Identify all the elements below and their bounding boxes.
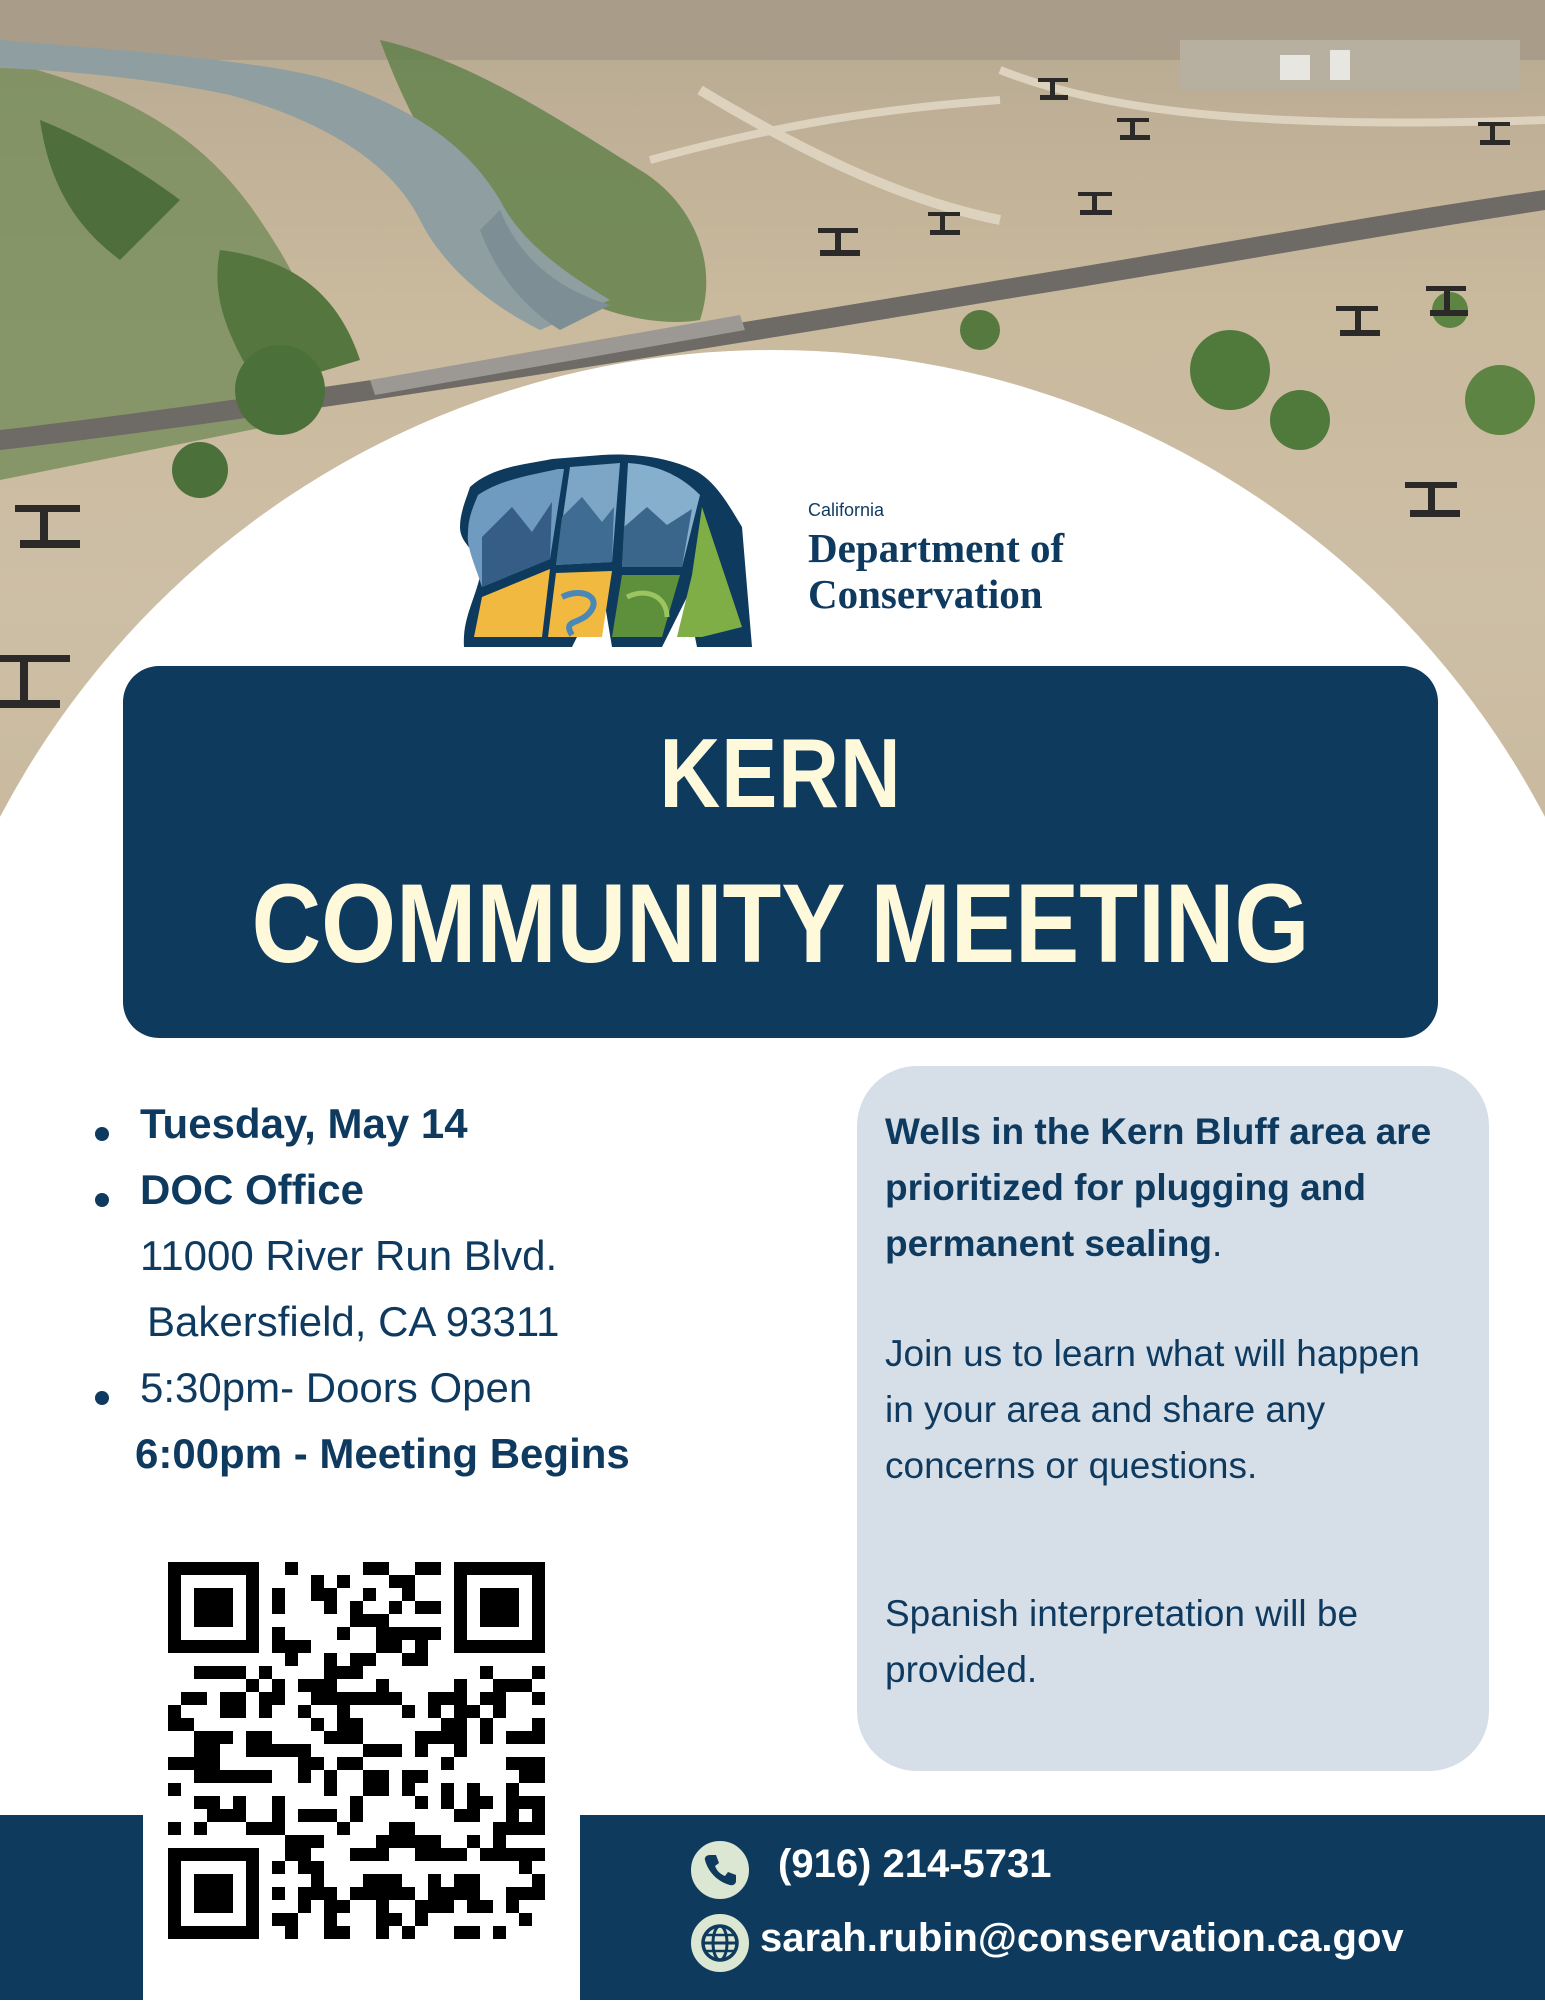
meeting-begins-time: 6:00pm - Meeting Begins [135, 1430, 630, 1477]
doors-open-time: 5:30pm- Doors Open [140, 1364, 533, 1411]
address-line2: Bakersfield, CA 93311 [147, 1298, 560, 1345]
state-label: California [808, 500, 885, 520]
phone-icon [688, 1838, 752, 1902]
address-line1: 11000 River Run Blvd. [140, 1232, 558, 1279]
qr-code[interactable] [143, 1534, 580, 2000]
title-line1: KERN [659, 718, 902, 828]
info-body-join: Join us to learn what will happen in your area and share any concerns or questions. [885, 1333, 1420, 1486]
event-venue: DOC Office [140, 1166, 365, 1213]
agency-name-line1: Department of [808, 525, 1065, 571]
event-date: Tuesday, May 14 [140, 1100, 468, 1147]
info-lead-text: Wells in the Kern Bluff area are prioritized for plugging and permanent sealing [885, 1111, 1432, 1264]
info-body-spanish: Spanish interpretation will be provided. [885, 1593, 1359, 1690]
title-line2: COMMUNITY MEETING [251, 861, 1310, 986]
agency-wordmark [808, 500, 1064, 617]
info-box [857, 1066, 1489, 1771]
title-banner [123, 666, 1438, 1038]
globe-icon [688, 1911, 752, 1975]
bullet [95, 1127, 109, 1141]
agency-name-line2: Conservation [808, 571, 1043, 617]
bullet [95, 1193, 109, 1207]
contact-email[interactable]: sarah.rubin@conservation.ca.gov [760, 1916, 1404, 1960]
bullet [95, 1391, 109, 1405]
info-lead [885, 1104, 1465, 1272]
qr-code-icon[interactable] [143, 1534, 580, 2000]
bear-logo-icon [452, 447, 782, 657]
info-lead-period: . [1211, 1223, 1223, 1264]
contact-phone[interactable]: (916) 214-5731 [778, 1842, 1052, 1886]
